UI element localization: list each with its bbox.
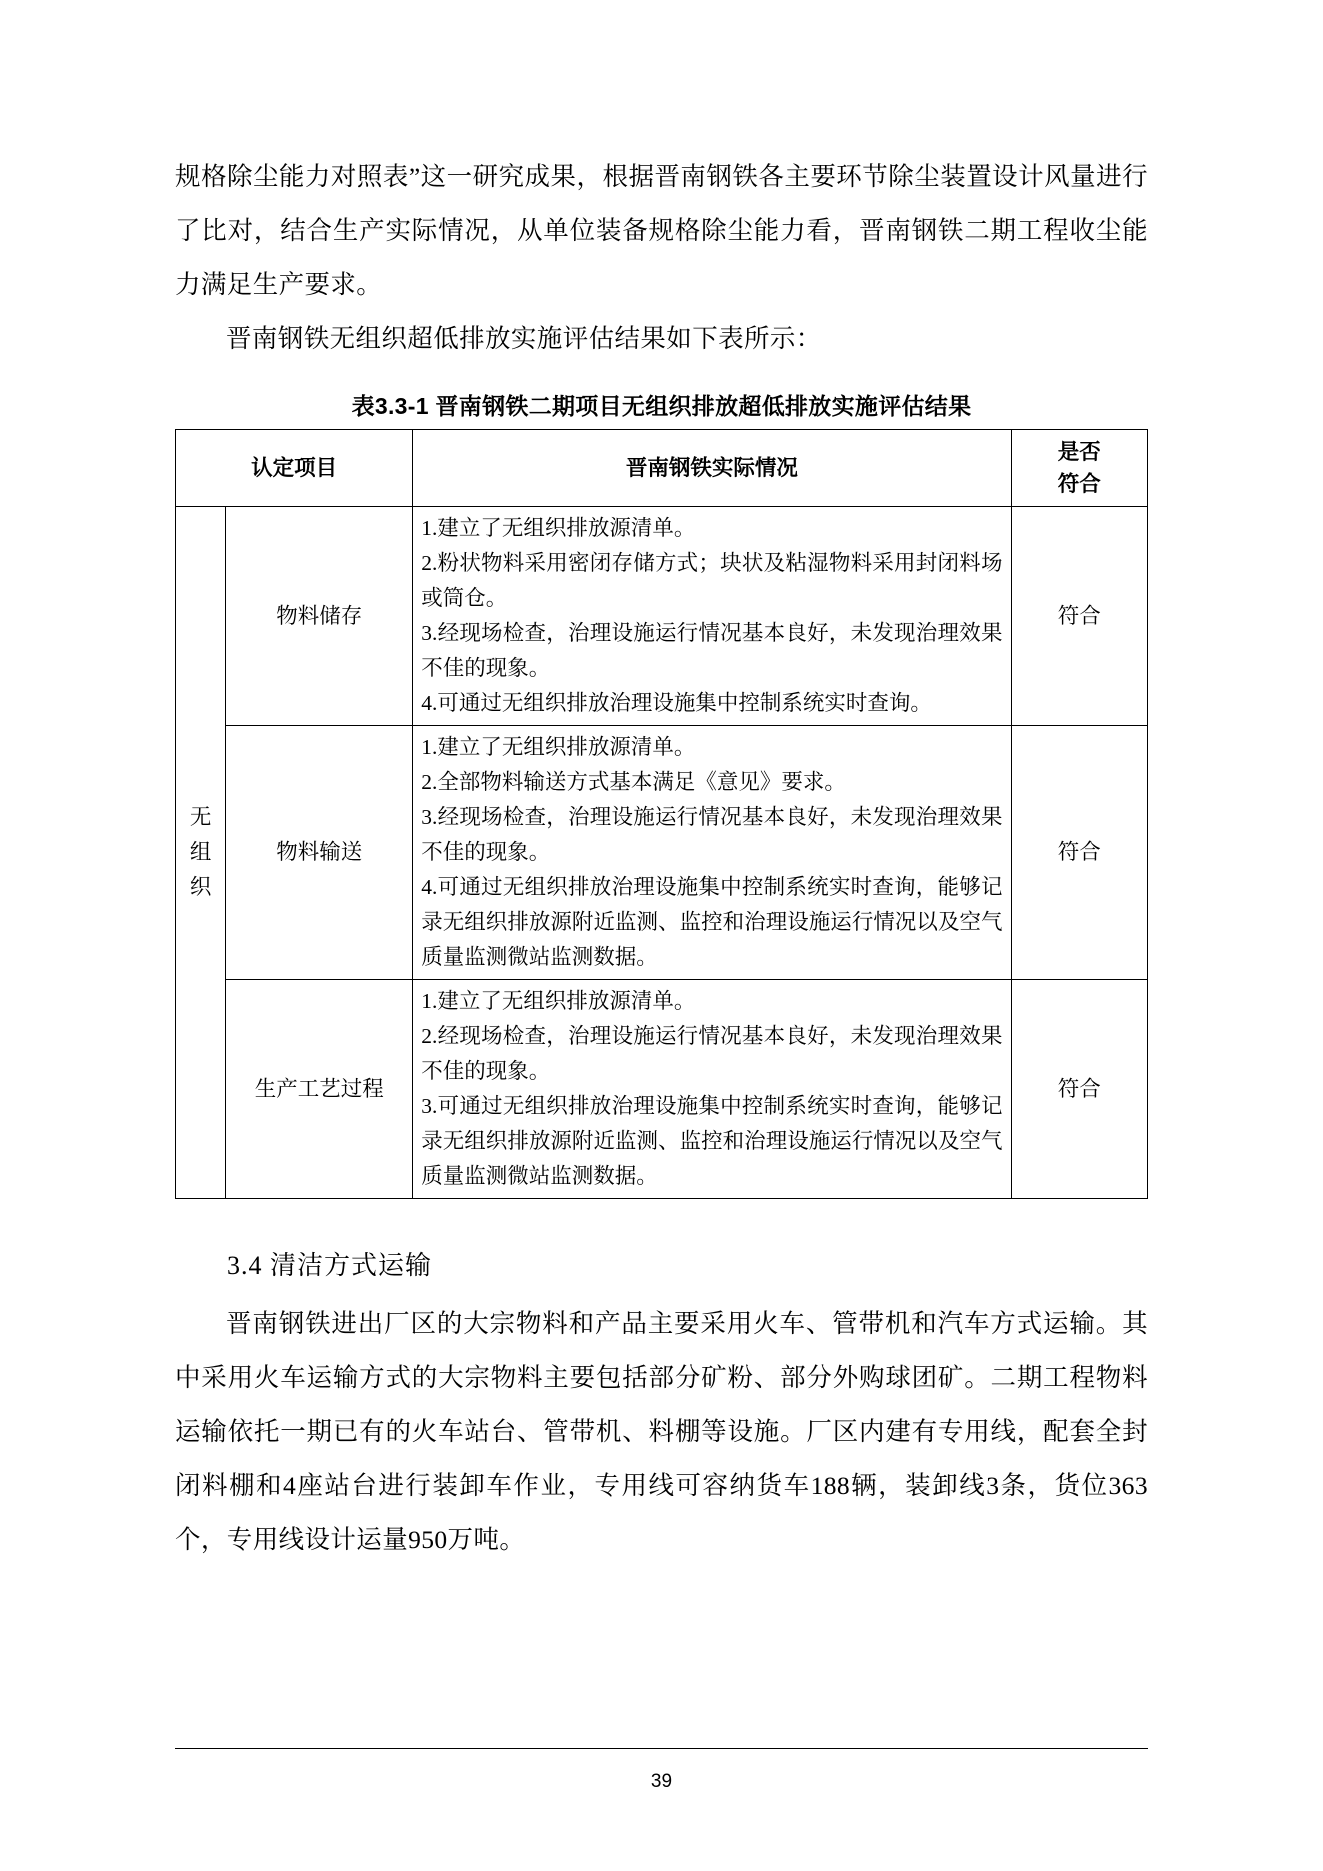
conform-cell: 符合 xyxy=(1011,726,1147,980)
page-number: 39 xyxy=(650,1771,673,1792)
paragraph-intro-table: 晋南钢铁无组织超低排放实施评估结果如下表所示： xyxy=(226,324,822,353)
item-cell: 生产工艺过程 xyxy=(226,980,413,1199)
detail-line: 3.经现场检查，治理设施运行情况基本良好，未发现治理效果不佳的现象。 xyxy=(421,621,1003,680)
page-footer xyxy=(175,1748,1148,1793)
header-conform-line1: 是否 xyxy=(1057,440,1101,464)
item-cell: 物料输送 xyxy=(226,726,413,980)
evaluation-table xyxy=(175,429,1148,1199)
table-row xyxy=(176,980,1148,1199)
header-item: 认定项目 xyxy=(176,430,413,507)
detail-line: 2.全部物料输送方式基本满足《意见》要求。 xyxy=(421,770,846,794)
paragraph-continued: 规格除尘能力对照表”这一研究成果，根据晋南钢铁各主要环节除尘装置设计风量进行了比对，结合生产实际情况，从单位装备规格除尘能力看，晋南钢铁二期工程收尘能力满足生产要求。 xyxy=(175,162,1148,299)
conform-cell: 符合 xyxy=(1011,980,1147,1199)
detail-cell xyxy=(413,507,1011,726)
item-cell: 物料储存 xyxy=(226,507,413,726)
detail-line: 1.建立了无组织排放源清单。 xyxy=(421,989,696,1013)
detail-line: 3.可通过无组织排放治理设施集中控制系统实时查询，能够记录无组织排放源附近监测、监控和治理设施运行情况以及空气质量监测微站监测数据。 xyxy=(421,1094,1003,1188)
table-row xyxy=(176,507,1148,726)
table-header-row xyxy=(176,430,1148,507)
section-body: 晋南钢铁进出厂区的大宗物料和产品主要采用火车、管带机和汽车方式运输。其中采用火车运输方式的大宗物料主要包括部分矿粉、部分外购球团矿。二期工程物料运输依托一期已有的火车站台、管带机、料棚等设施。厂区内建有专用线，配套全封闭料棚和4座站台进行装卸车作业，专用线可容纳货车188辆，装卸线3条，货位363个，专用线设计运量950万吨。 xyxy=(175,1309,1148,1554)
category-cell: 无组织 xyxy=(176,507,226,1199)
detail-line: 3.经现场检查，治理设施运行情况基本良好，未发现治理效果不佳的现象。 xyxy=(421,805,1003,864)
conform-cell: 符合 xyxy=(1011,507,1147,726)
detail-line: 4.可通过无组织排放治理设施集中控制系统实时查询。 xyxy=(421,691,932,715)
header-conform xyxy=(1011,430,1147,507)
detail-line: 2.粉状物料采用密闭存储方式；块状及粘湿物料采用封闭料场或筒仓。 xyxy=(421,551,1003,610)
table-caption: 表3.3-1 晋南钢铁二期项目无组织排放超低排放实施评估结果 xyxy=(351,393,972,419)
header-conform-line2: 符合 xyxy=(1057,472,1101,496)
table-row xyxy=(176,726,1148,980)
footer-divider xyxy=(175,1748,1148,1749)
detail-line: 1.建立了无组织排放源清单。 xyxy=(421,516,696,540)
detail-line: 2.经现场检查，治理设施运行情况基本良好，未发现治理效果不佳的现象。 xyxy=(421,1024,1003,1083)
detail-cell xyxy=(413,726,1011,980)
detail-line: 4.可通过无组织排放治理设施集中控制系统实时查询，能够记录无组织排放源附近监测、监控和治理设施运行情况以及空气质量监测微站监测数据。 xyxy=(421,875,1003,969)
header-detail: 晋南钢铁实际情况 xyxy=(413,430,1011,507)
detail-cell xyxy=(413,980,1011,1199)
detail-line: 1.建立了无组织排放源清单。 xyxy=(421,735,696,759)
section-heading: 3.4 清洁方式运输 xyxy=(227,1251,433,1280)
